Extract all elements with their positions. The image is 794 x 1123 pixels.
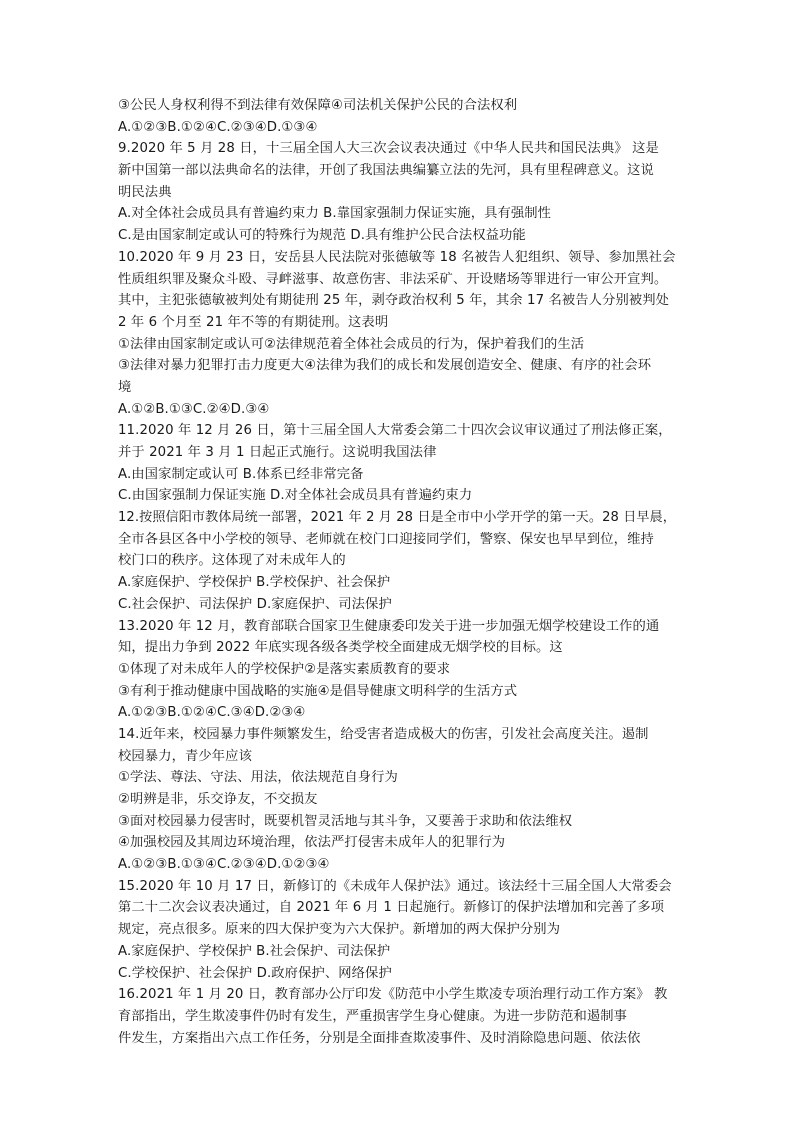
document-body (118, 95, 684, 1049)
text-line: C.学校保护、社会保护 D.政府保护、网络保护 (118, 965, 392, 981)
text-line: 其中，主犯张德敏被判处有期徒刑 25 年，剥夺政治权利 5 年，其余 17 名被告人分别被判处 (118, 293, 670, 309)
text-line: C.是由国家制定或认可的特殊行为规范 D.具有维护公民合法权益功能 (118, 228, 526, 244)
text-line: A.家庭保护、学校保护 B.学校保护、社会保护 (118, 575, 391, 591)
text-line: ③公民人身权利得不到法律有效保障④司法机关保护公民的合法权利 (118, 98, 518, 113)
text-line: 育部指出，学生欺凌事件仍时有发生，严重损害学生身心健康。为进一步防范和遏制事 (118, 1008, 628, 1024)
text-line: A.家庭保护、学校保护 B.社会保护、司法保护 (118, 943, 391, 959)
text-line: 14.近年来，校园暴力事件频繁发生，给受害者造成极大的伤害，引发社会高度关注。遏制 (118, 726, 649, 742)
text-line: 知，提出力争到 2022 年底实现各级各类学校全面建成无烟学校的目标。这 (118, 640, 563, 656)
text-line: 明民法典 (118, 184, 172, 200)
text-line: 12.按照信阳市教体局统一部署，2021 年 2 月 28 日是全市中小学开学的第一天。28 日早晨， (118, 510, 676, 526)
text-line: 件发生，方案指出六点工作任务，分别是全面排查欺凌事件、及时消除隐患问题、依法依 (118, 1030, 641, 1046)
text-line: C.社会保护、司法保护 D.家庭保护、司法保护 (118, 596, 392, 612)
text-line: 13.2020 年 12 月，教育部联合国家卫生健康委印发关于进一步加强无烟学校建设工作的通 (118, 618, 660, 634)
text-line: 校园暴力，青少年应该 (118, 748, 252, 764)
text-line: 16.2021 年 1 月 20 日，教育部办公厅印发《防范中小学生欺凌专项治理行动工作方案》 教 (118, 987, 668, 1003)
text-line: 性质组织罪及聚众斗殴、寻衅滋事、故意伤害、非法采矿、开设赌场等罪进行一审公开宣判。 (118, 271, 668, 287)
text-line: 11.2020 年 12 月 26 日，第十三届全国人大常委会第二十四次会议审议通过了刑法修正案， (118, 423, 672, 439)
text-line: 9.2020 年 5 月 28 日，十三届全国人大三次会议表决通过《中华人民共和国民法典》 这是 (118, 141, 659, 157)
text-line: C.由国家强制力保证实施 D.对全体社会成员具有普遍约束力 (118, 488, 473, 504)
text-line: 2 年 6 个月至 21 年不等的有期徒刑。这表明 (118, 314, 389, 330)
text-line: ④加强校园及其周边环境治理，依法严打侵害未成年人的犯罪行为 (118, 835, 506, 851)
text-line: A.①②③B.①②④C.②③④D.①③④ (118, 119, 318, 135)
text-line: 并于 2021 年 3 月 1 日起正式施行。这说明我国法律 (118, 445, 437, 460)
text-line: 10.2020 年 9 月 23 日，安岳县人民法院对张德敏等 18 名被告人犯组织、领导、参加黑社会 (118, 249, 676, 265)
text-line: 规定，亮点很多。原来的四大保护变为六大保护。新增加的两大保护分别为 (118, 922, 561, 938)
text-line: ①体现了对未成年人的学校保护②是落实素质教育的要求 (118, 661, 451, 677)
text-line: 全市各县区各中小学校的领导、老师就在校门口迎接同学们，警察、保安也早早到位，维持 (118, 531, 654, 547)
text-line: A.①②③B.①②④C.③④D.②③④ (118, 705, 306, 721)
text-line: ①法律由国家制定或认可②法律规范着全体社会成员的行为，保护着我们的生活 (118, 336, 585, 352)
text-line: ②明辨是非，乐交诤友，不交损友 (118, 792, 318, 807)
text-line: A.对全体社会成员具有普遍约束力 B.靠国家强制力保证实施，具有强制性 (118, 206, 552, 222)
text-line: ①学法、尊法、守法、用法，依法规范自身行为 (118, 770, 398, 786)
text-line: 第二十二次会议表决通过，自 2021 年 6 月 1 日起施行。新修订的保护法增加和完善了多项 (118, 900, 665, 916)
text-line: ③面对校园暴力侵害时，既要机智灵活地与其斗争，又要善于求助和依法维权 (118, 813, 573, 829)
text-line: A.①②③B.①③④C.②③④D.①②③④ (118, 857, 330, 873)
text-line: ③有利于推动健康中国战略的实施④是倡导健康文明科学的生活方式 (118, 683, 518, 699)
text-line: 境 (118, 379, 132, 395)
text-line: 校门口的秩序。这体现了对未成年人的 (118, 553, 346, 569)
text-line: A.由国家制定或认可 B.体系已经非常完备 (118, 466, 364, 482)
text-line: A.①②B.①③C.②④D.③④ (118, 401, 270, 417)
text-line: ③法律对暴力犯罪打击力度更大④法律为我们的成长和发展创造安全、健康、有序的社会环 (118, 358, 652, 374)
text-line: 新中国第一部以法典命名的法律，开创了我国法典编纂立法的先河，具有里程碑意义。这说 (118, 163, 654, 179)
text-line: 15.2020 年 10 月 17 日，新修订的《未成年人保护法》通过。该法经十三届全国人大常委会 (118, 878, 672, 894)
